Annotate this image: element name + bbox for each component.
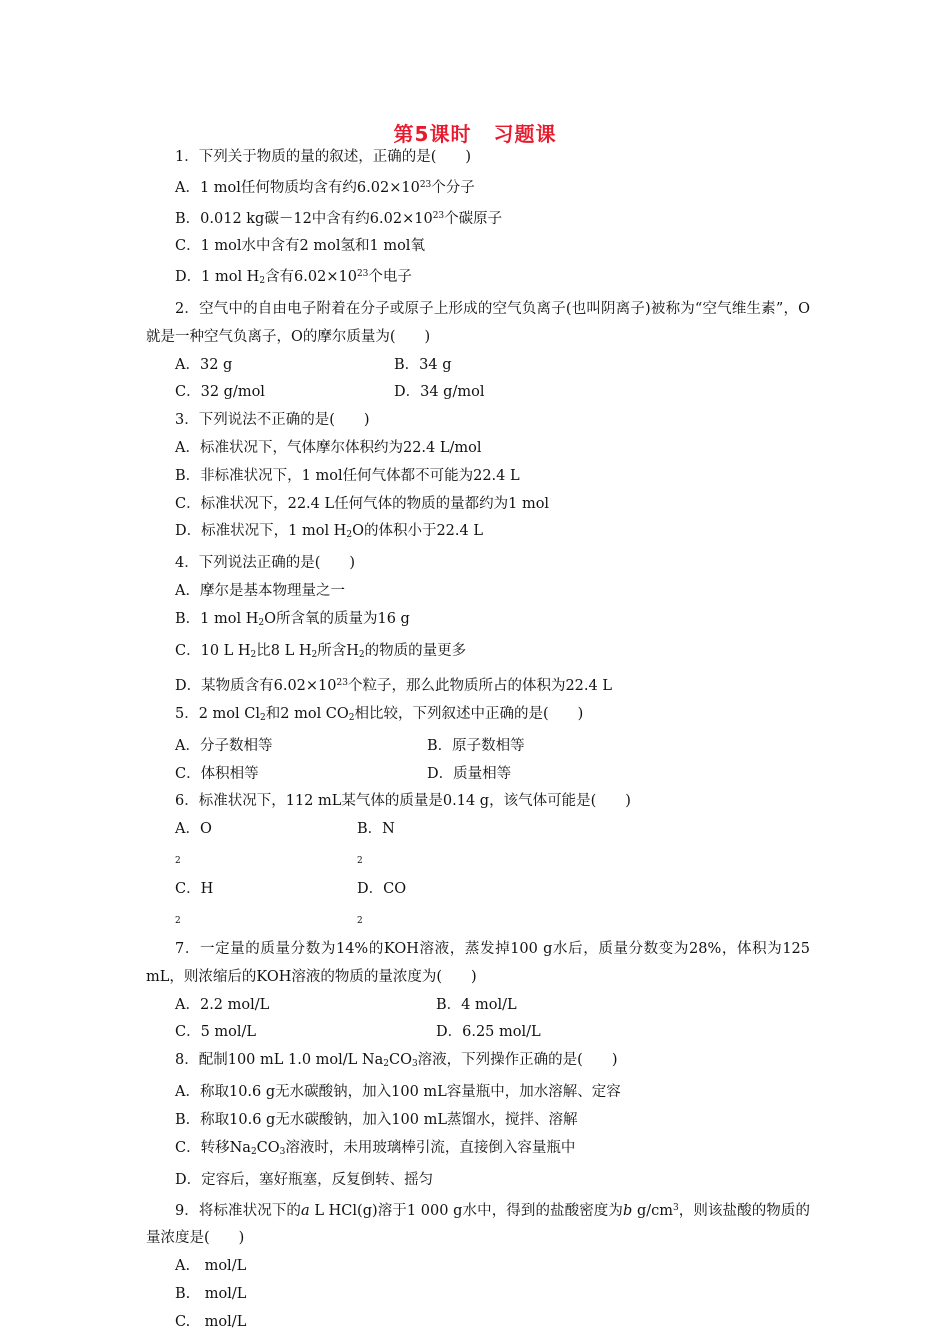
q7-options-row-2 <box>146 1019 810 1047</box>
q2-stem: 2．空气中的自由电子附着在分子或原子上形成的空气负离子(也叫阴离子)被称为“空气维生素”，O就是一种空气负离子，O的摩尔质量为( ) <box>146 301 810 345</box>
q7-option-c: C．5 mol/L <box>175 1024 257 1041</box>
q6-option-d: D．CO $_2$ <box>357 881 407 927</box>
q5-options-row-1 <box>146 733 810 761</box>
q5-option-b: B．原子数相等 <box>427 737 525 754</box>
q2-options-row-1 <box>146 352 810 380</box>
q2-option-b: B．34 g <box>394 356 452 373</box>
q7-options-row-1 <box>146 992 810 1020</box>
q5-option-a: A．分子数相等 <box>175 737 273 754</box>
q7-stem: 7．一定量的质量分数为14%的KOH溶液，蒸发掉100 g水后，质量分数变为28%，体积为125 mL，则浓缩后的KOH溶液的物质的量浓度为( ) <box>146 940 810 985</box>
q6-option-b: B．N $_2$ <box>357 821 395 867</box>
q5-stem: 5．2 mol $Cl_2$和2 mol $CO_2$相比较，下列叙述中正确的是( ) <box>175 705 584 724</box>
title-lesson: 第5课时 <box>393 122 472 146</box>
q1-option-c: C．1 mol水中含有2 mol氢和1 mol氧 <box>175 238 425 255</box>
q1-option-d: D．1 mol $H_2$含有$6.02\times 10^{23}$个电子 <box>175 269 412 287</box>
q2-option-d: D．34 g/mol <box>394 384 485 401</box>
q7-option-b: B．4 mol/L <box>436 996 517 1013</box>
q5-options-row-2 <box>146 761 810 789</box>
q2-option-a: A．32 g <box>175 356 233 373</box>
q8-option-a: A．称取10.6 g无水碳酸钠，加入100 mL容量瓶中，加水溶解、定容 <box>175 1084 621 1101</box>
q2-option-c: C．32 g/mol <box>175 384 265 401</box>
q8-stem: 8．配制100 mL 1.0 mol/L $Na_2CO_3$溶液，下列操作正确的是( ) <box>175 1052 618 1070</box>
q1-stem: 1．下列关于物质的量的叙述，正确的是( ) <box>175 149 472 165</box>
page-title <box>0 118 950 147</box>
q8-option-d: D．定容后，塞好瓶塞，反复倒转、摇匀 <box>175 1171 434 1188</box>
q4-stem: 4．下列说法正确的是( ) <box>175 555 356 572</box>
q3-option-c: C．标准状况下，22.4 L任何气体的物质的量都约为1 mol <box>175 495 550 512</box>
q3-option-a: A．标准状况下，气体摩尔体积约为22.4 L/mol <box>175 440 482 457</box>
q2-options-row-2 <box>146 379 810 407</box>
q4-option-d: D．某物质含有$6.02\times 10^{23}$个粒子，那么此物质所占的体积为22.4 L <box>175 678 612 695</box>
q6-option-a: A．O $_2$ <box>175 821 212 867</box>
q3-option-d: D．标准状况下，1 mol $H_2O$的体积小于22.4 L <box>175 523 483 541</box>
q7-option-a: A．2.2 mol/L <box>175 996 270 1013</box>
q6-options-row-2 <box>146 876 810 936</box>
q9-option-c: C. mol/L <box>175 1313 247 1330</box>
q5-option-d: D．质量相等 <box>427 765 512 782</box>
q8-option-b: B．称取10.6 g无水碳酸钠，加入100 mL蒸馏水，搅拌、溶解 <box>175 1111 578 1128</box>
q4-option-b: B．1 mol $H_2O$所含氧的质量为16 g <box>175 611 410 629</box>
q4-option-a: A．摩尔是基本物理量之一 <box>175 583 345 600</box>
q6-stem: 6．标准状况下，112 mL某气体的质量是0.14 g，该气体可能是( ) <box>175 793 631 810</box>
q1-option-b: B．0.012 kg碳－12中含有约$6.02\times 10^{23}$个碳原子 <box>175 210 503 227</box>
q5-option-c: C．体积相等 <box>175 765 259 782</box>
q3-option-b: B．非标准状况下，1 mol任何气体都不可能为22.4 L <box>175 467 520 484</box>
q9-option-a: A. mol/L <box>175 1258 247 1275</box>
title-topic: 习题课 <box>493 122 557 146</box>
q4-option-c: C．10 L $H_2$比8 L $H_2$所含$H_2$的物质的量更多 <box>175 643 467 661</box>
q1-option-a: A．1 mol任何物质均含有约$6.02\times 10^{23}$个分子 <box>175 179 475 196</box>
exercise-sheet <box>146 144 810 1336</box>
q3-stem: 3．下列说法不正确的是( ) <box>175 412 370 429</box>
q9-option-b: B. mol/L <box>175 1285 247 1302</box>
q6-options-row-1 <box>146 816 810 876</box>
q7-option-d: D．6.25 mol/L <box>436 1024 541 1041</box>
q8-option-c: C．转移$Na_2CO_3$溶液时，未用玻璃棒引流，直接倒入容量瓶中 <box>175 1139 576 1157</box>
q9-stem: 9．将标准状况下的a L HCl(g)溶于1 000 g水中，得到的盐酸密度为b $g/cm^3$，则该盐酸的物质的量浓度是( ) <box>146 1202 810 1247</box>
q6-option-c: C．H $_2$ <box>175 881 214 927</box>
